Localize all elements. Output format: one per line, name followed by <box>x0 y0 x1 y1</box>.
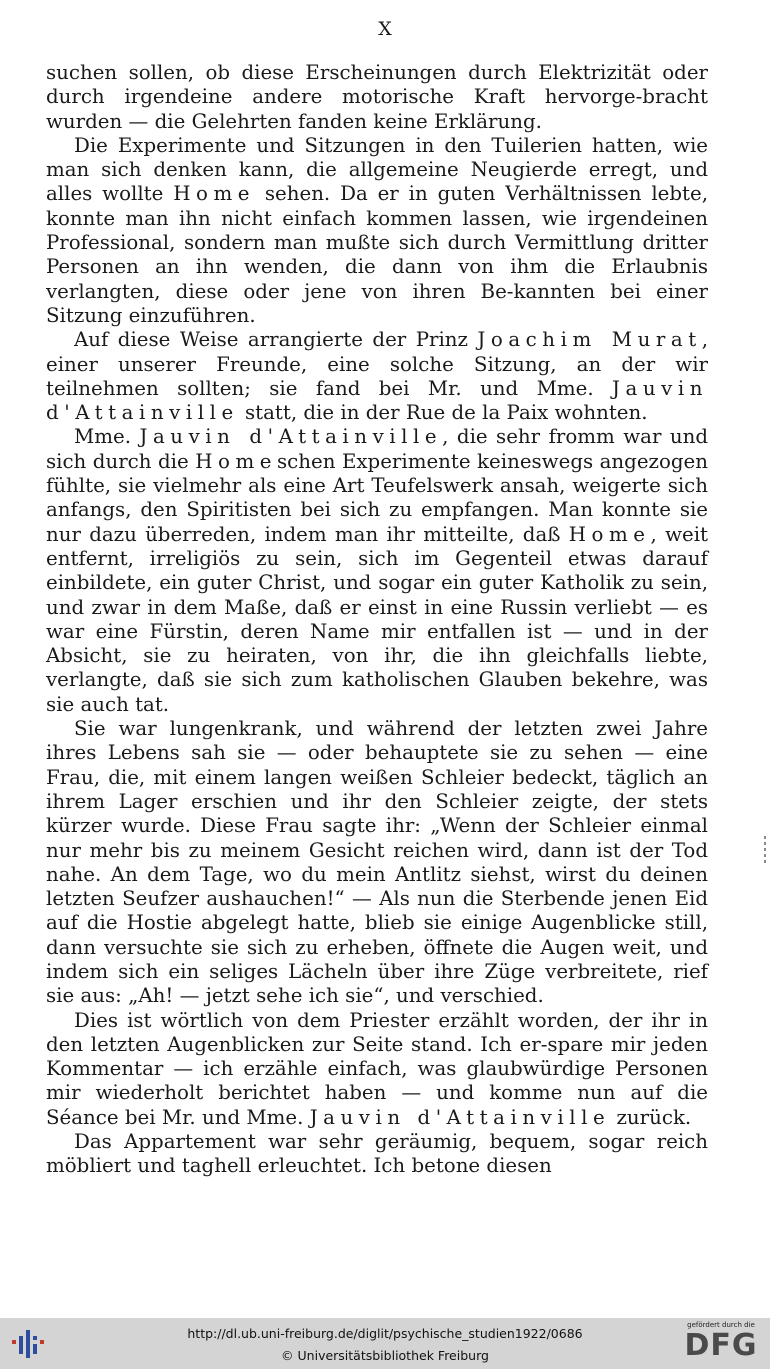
spaced-name: Jauvin d'Attainville <box>46 376 708 425</box>
text-segment: sehen. Da er in guten Verhältnissen lebte, konnte man ihn nicht einfach kommen lassen, wie irgendeinen Professional, sondern man mußte sich durch Vermittlung dritter Personen an ihn wenden, die dann von ihm die Erlaubnis verlangten, diese oder jene von ihren Be-kannten bei einer Sitzung einzuführen. <box>46 182 708 327</box>
text-segment: Mme. <box>74 425 140 449</box>
text-segment: Die Experimente und Sitzungen in den Tuilerien hatten, wie man sich denken kann, die allgemeine Neugierde erregt, und alles wollte <box>46 133 708 206</box>
text-segment: , weit entfernt, irreligiös zu sein, sich im Gegenteil etwas darauf einbildete, ein guter Christ, und sogar ein guter Katholik zu sein, und zwar in dem Maße, daß er einst in eine Russin verliebt — es war eine Fürstin, deren Name mir entfallen ist — und in der Absicht, sie zu heiraten, von ihr, die ihn gleichfalls liebte, verlangte, daß sie sich zum katholischen Glauben bekehre, was sie auch tat. <box>46 522 708 716</box>
text-segment: statt, die in der Rue de la Paix wohnten. <box>238 401 648 425</box>
text-segment: suchen sollen, ob diese Erscheinungen durch Elektrizität oder durch irgendeine andere motorische Kraft hervorge-bracht wurden — die Gelehrten fanden keine Erklärung. <box>46 61 708 133</box>
page-number: X <box>378 18 392 40</box>
margin-mark <box>764 836 766 866</box>
text-segment: zurück. <box>610 1105 692 1129</box>
footer-url-link[interactable]: http://dl.ub.uni-freiburg.de/diglit/psychische_studien1922/0686 <box>187 1326 583 1341</box>
paragraph <box>46 717 708 1009</box>
sponsor-text: gefördert durch die <box>687 1321 755 1329</box>
spaced-name: Jauvin d'Attainville <box>139 425 443 449</box>
spaced-name: Home <box>195 449 278 473</box>
spaced-name: Joachim Murat <box>477 328 702 352</box>
spaced-name: Home <box>568 522 651 546</box>
text-segment: Sie war lungenkrank, und während der letzten zwei Jahre ihres Lebens sah sie — oder behauptete sie zu sehen — eine Frau, die, mit einem langen weißen Schleier bedeckt, täglich an ihrem Lager erschien und ihr den Schleier zeigte, der stets kürzer wurde. Diese Frau sagte ihr: „Wenn der Schleier einmal nur mehr bis zu meinem Gesicht reichen wird, dann ist der Tod nahe. An dem Tage, wo du mein Antlitz siehst, wirst du deinen letzten Seufzer aushauchen!“ — Als nun die Sterbende jenen Eid auf die Hostie abgelegt hatte, blieb sie einige Augenblicke still, dann versuchte sie sich zu erheben, öffnete die Augen weit, und indem sich ein seliges Lächeln über ihre Züge verbreitete, rief sie aus: „Ah! — jetzt sehe ich sie“, und verschied. <box>46 717 708 1008</box>
paragraph <box>46 134 708 328</box>
paragraph <box>46 1130 708 1179</box>
text-segment: Dies ist wörtlich von dem Priester erzählt worden, der ihr in den letzten Augenblicken zur Seite stand. Ich er-spare mir jeden Kommentar — ich erzähle einfach, was glaubwürdige Personen mir wiederholt berichtet haben — und komme nun auf die Séance bei Mr. und Mme. <box>46 1008 708 1129</box>
text-segment: , einer unserer Freunde, eine solche Sitzung, an der wir teilnehmen sollten; sie fand bei Mr. und Mme. <box>46 328 708 400</box>
paragraph <box>46 1009 708 1130</box>
text-segment: Das Appartement war sehr geräumig, bequem, sogar reich möbliert und taghell erleuchtet. Ich betone diesen <box>46 1130 708 1178</box>
spaced-name: Home <box>173 182 256 206</box>
paragraph <box>46 425 708 717</box>
dfg-logo: DFG <box>684 1328 758 1363</box>
text-segment: schen Experimente keineswegs angezogen fühlte, sie vielmehr als eine Art Teufelswerk ansah, weigerte sich anfangs, den Spiritisten bei sich zu empfangen. Man konnte sie nur dazu überreden, indem man ihr mitteilte, daß <box>46 449 708 546</box>
spaced-name: Jauvin d'Attainville <box>309 1105 611 1129</box>
text-segment: Auf diese Weise arrangierte der Prinz <box>74 328 478 352</box>
paragraph <box>46 61 708 134</box>
dfg-sponsor <box>678 1321 764 1367</box>
footer-copyright: © Universitätsbibliothek Freiburg <box>281 1348 489 1363</box>
paragraph <box>46 328 708 425</box>
text-segment: , die sehr fromm war und sich durch die <box>46 425 709 473</box>
document-body <box>46 61 708 1179</box>
